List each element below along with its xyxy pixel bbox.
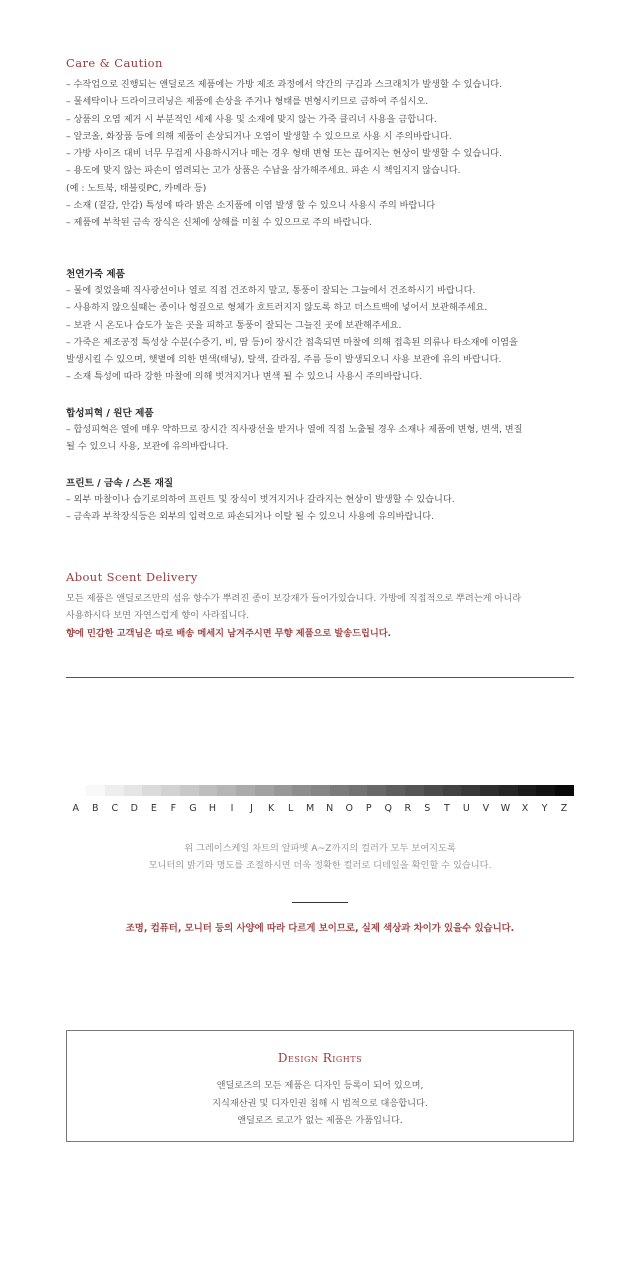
gray-swatch xyxy=(349,785,368,796)
gray-swatch xyxy=(236,785,255,796)
gray-swatch xyxy=(199,785,218,796)
letter-n: N xyxy=(326,803,334,814)
letter-q: Q xyxy=(384,803,392,814)
gray-swatch xyxy=(536,785,555,796)
letter-h: H xyxy=(208,803,217,814)
letter-v: V xyxy=(482,803,490,814)
gray-swatch xyxy=(555,785,574,796)
gray-swatch xyxy=(518,785,537,796)
care-line: – 용도에 맞지 않는 파손이 염려되는 고가 상품은 수납을 삼가해주세요. 파손 시 책임지지 않습니다. xyxy=(66,165,461,177)
care-line: – 가방 사이즈 대비 너무 무겁게 사용하시거나 매는 경우 형태 변형 또는 끊어지는 현상이 발생할 수 있습니다. xyxy=(66,148,502,160)
letter-d: D xyxy=(130,803,138,814)
letter-t: T xyxy=(443,803,450,814)
letter-e: E xyxy=(150,803,157,814)
letter-y: Y xyxy=(541,803,548,814)
care-section xyxy=(66,56,574,232)
synthetic-lines xyxy=(66,421,574,456)
letter-x: X xyxy=(521,803,529,814)
design-line: 앤딜로즈의 모든 제품은 디자인 등록이 되어 있으며, xyxy=(216,1080,424,1091)
gray-swatch xyxy=(86,785,105,796)
grayscale-bar xyxy=(86,785,574,796)
leather-line: – 보관 시 온도나 습도가 높은 곳을 피하고 통풍이 잘되는 그늘진 곳에 보관해주세요. xyxy=(66,319,402,331)
gray-swatch xyxy=(124,785,143,796)
leather-line: – 물에 젖었을때 직사광선이나 열로 직접 건조하지 말고, 통풍이 잘되는 그늘에서 건조하시기 바랍니다. xyxy=(66,285,476,296)
leather-lines xyxy=(66,282,574,386)
letter-o: O xyxy=(345,803,353,814)
gray-swatch xyxy=(255,785,274,796)
care-line: – 알코올, 화장품 등에 의해 제품이 손상되거나 오염이 발생할 수 있으므로 사용 시 주의바랍니다. xyxy=(66,130,452,142)
care-line: (예 : 노트북, 태블릿PC, 카메라 등) xyxy=(66,182,207,194)
print-line: – 외부 마찰이나 습기로의하여 프린트 및 장식이 벗겨지거나 갈라지는 현상이 발생할 수 있습니다. xyxy=(66,494,455,505)
letter-m: M xyxy=(306,803,315,814)
letter-a: A xyxy=(72,803,79,814)
print-title: 프린트 / 금속 / 스톤 재질 xyxy=(66,478,174,489)
design-rights-lines xyxy=(67,1077,573,1130)
color-warning: 조명, 컴퓨터, 모니터 등의 사양에 따라 다르게 보이므로, 실제 색상과 차이가 있을수 있습니다. xyxy=(125,923,515,934)
scent-section xyxy=(66,570,574,642)
care-line: – 제품에 부착된 금속 장식은 신체에 상해를 미칠 수 있으므로 주의 바랍니다. xyxy=(66,217,372,229)
short-divider xyxy=(292,902,348,903)
letter-i: I xyxy=(230,803,234,814)
leather-title: 천연가죽 제품 xyxy=(66,269,125,280)
gray-swatch xyxy=(180,785,199,796)
letter-r: R xyxy=(404,803,412,814)
design-line: 앤딜로즈 로고가 없는 제품은 가품입니다. xyxy=(237,1115,403,1126)
scent-text-1: 모든 제품은 앤딜로즈만의 섬유 향수가 뿌려진 종이 보강재가 들어가있습니다. 가방에 직접적으로 뿌려는게 아니라 xyxy=(66,593,522,604)
synthetic-line: – 합성피혁은 열에 매우 약하므로 장시간 직사광선을 받거나 열에 직접 노출될 경우 소재나 제품에 변형, 변색, 변질 xyxy=(66,424,523,435)
leather-line: – 사용하지 않으실때는 종이나 헝겊으로 형체가 흐트러지지 않도록 하고 더스트백에 넣어서 보관해주세요. xyxy=(66,302,488,314)
letter-c: C xyxy=(111,803,119,814)
letter-f: F xyxy=(170,803,177,814)
synthetic-section xyxy=(66,405,574,456)
letter-k: K xyxy=(267,803,275,814)
letter-u: U xyxy=(462,803,470,814)
gray-swatch xyxy=(480,785,499,796)
gray-swatch xyxy=(405,785,424,796)
design-line: 지식재산권 및 디자인권 침해 시 법적으로 대응합니다. xyxy=(212,1097,428,1109)
care-title: Care & Caution xyxy=(66,56,163,70)
grayscale-note-1: 위 그레이스케일 차트의 알파벳 A~Z까지의 컬러가 모두 보여지도록 xyxy=(184,843,456,854)
gray-swatch xyxy=(161,785,180,796)
gray-swatch xyxy=(330,785,349,796)
gray-swatch xyxy=(424,785,443,796)
gray-swatch xyxy=(105,785,124,796)
gray-swatch xyxy=(217,785,236,796)
gray-swatch xyxy=(443,785,462,796)
care-lines xyxy=(66,76,574,232)
letter-l: L xyxy=(287,803,294,814)
print-line: – 금속과 부착장식등은 외부의 입력으로 파손되거나 이탈 될 수 있으니 사용에 유의바랍니다. xyxy=(66,511,435,523)
scent-warning: 향에 민감한 고객님은 따로 배송 메세지 남겨주시면 무향 제품으로 발송드립니다. xyxy=(66,627,392,639)
gray-swatch xyxy=(367,785,386,796)
care-line: – 상품의 오염 제거 시 부분적인 세제 사용 및 소재에 맞지 않는 가죽 클리너 사용을 금합니다. xyxy=(66,113,437,125)
grayscale-letters xyxy=(66,803,574,814)
scent-text-2: 사용하시다 보면 자연스럽게 향이 사라집니다. xyxy=(66,610,250,622)
care-line: – 소재 (겉감, 안감) 특성에 따라 밝은 소지품에 이염 발생 할 수 있으니 사용시 주의 바랍니다 xyxy=(66,200,436,212)
leather-section xyxy=(66,266,574,386)
letter-j: J xyxy=(250,803,253,814)
letter-z: Z xyxy=(560,803,568,814)
gray-swatch xyxy=(386,785,405,796)
letter-b: B xyxy=(92,803,99,814)
gray-swatch xyxy=(292,785,311,796)
care-line: – 수작업으로 진행되는 앤딜로즈 제품에는 가방 제조 과정에서 약간의 구김과 스크래치가 발생할 수 있습니다. xyxy=(66,79,502,90)
leather-line: – 소재 특성에 따라 강한 마찰에 의해 벗겨지거나 변색 될 수 있으니 사용시 주의바랍니다. xyxy=(66,371,423,383)
gray-swatch xyxy=(142,785,161,796)
print-lines xyxy=(66,491,574,526)
synthetic-title: 합성피혁 / 원단 제품 xyxy=(66,408,154,419)
design-rights-title: Design Rights xyxy=(277,1051,363,1065)
gray-swatch xyxy=(311,785,330,796)
gray-swatch xyxy=(461,785,480,796)
care-line: – 물세탁이나 드라이크리닝은 제품에 손상을 주거나 형태를 변형시키므로 금하여 주십시오. xyxy=(66,96,429,108)
letter-s: S xyxy=(424,803,431,814)
print-section xyxy=(66,475,574,526)
section-divider xyxy=(66,677,574,678)
gray-swatch xyxy=(274,785,293,796)
letter-g: G xyxy=(189,803,197,814)
grayscale-note-2: 모니터의 밝기와 명도를 조절하시면 더욱 정확한 컬러로 디테일을 확인할 수 있습니다. xyxy=(148,860,492,871)
gray-swatch xyxy=(499,785,518,796)
synthetic-line: 될 수 있으니 사용, 보관에 유의바랍니다. xyxy=(66,441,229,453)
scent-title: About Scent Delivery xyxy=(66,570,198,584)
letter-w: W xyxy=(500,803,511,814)
leather-line: – 가죽은 제조공정 특성상 수분(수증기, 비, 땀 등)이 장시간 접촉되면 마찰에 의해 접촉된 의류나 타소재에 이염을 xyxy=(66,336,518,348)
design-rights-box xyxy=(66,1030,574,1142)
leather-line: 발생시킬 수 있으며, 햇볕에 의한 변색(태닝), 탈색, 갈라짐, 주름 등이 발생되오니 사용 보관에 유의 바랍니다. xyxy=(66,354,502,366)
letter-p: P xyxy=(365,803,372,814)
